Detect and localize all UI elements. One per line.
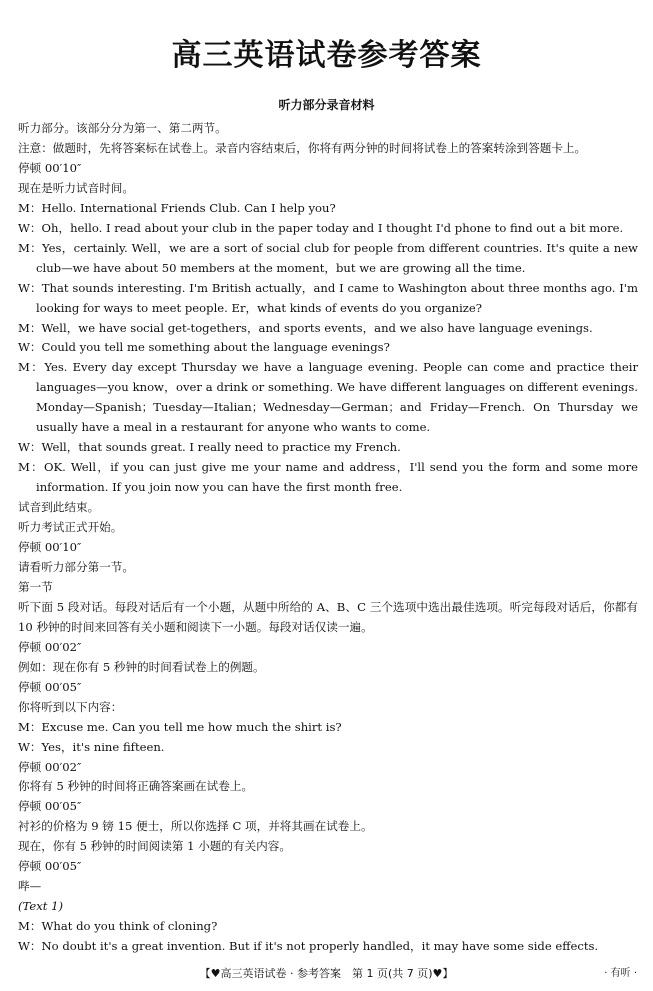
- dialogue-line: W：That sounds interesting. I'm British actually，and I came to Washington about three months ago. I'm looking for ways to meet people. Er，what kinds of events do you organize?: [18, 280, 638, 315]
- dialogue-line: W：Yes，it's nine fifteen.: [18, 739, 165, 754]
- text-line: 听力部分。该部分分为第一、第二两节。: [18, 121, 227, 135]
- transcript-body: [18, 119, 638, 957]
- footer-text: 高三英语试卷 · 参考答案 第 1 页(共 7 页): [220, 967, 433, 980]
- footer-page-info: [0, 964, 653, 984]
- text-line: 请看听力部分第一节。: [18, 559, 134, 574]
- dialogue-line: M：Excuse me. Can you tell me how much the shirt is?: [18, 719, 342, 734]
- text-line: 你将有 5 秒钟的时间将正确答案画在试卷上。: [18, 779, 254, 794]
- dialogue-line: W：Oh，hello. I read about your club in the paper today and I thought I'd phone to find out a bit more.: [18, 220, 624, 235]
- section-subtitle: 听力部分录音材料: [278, 98, 375, 112]
- text-line: 例如：现在你有 5 秒钟的时间看试卷上的例题。: [18, 659, 265, 674]
- pause-line: 停顿 00′10″: [18, 540, 82, 555]
- pause-line: 停顿 00′10″: [18, 160, 82, 175]
- dialogue-line: M：OK. Well，if you can just give me your name and address，I'll send you the form and some more information. If you join now you can have the first month free.: [18, 460, 638, 495]
- text-line: 现在是听力试音时间。: [18, 180, 134, 195]
- footer-mark: · 有听 ·: [604, 968, 637, 979]
- text-line: 听力考试正式开始。: [18, 520, 123, 535]
- page-title: 高三英语试卷参考答案: [171, 38, 482, 73]
- pause-line: 停顿 00′02″: [18, 639, 82, 654]
- dialogue-line: M：What do you think of cloning?: [18, 919, 218, 934]
- dialogue-line: W：Could you tell me something about the language evenings?: [18, 340, 390, 355]
- text-line: 试音到此结束。: [18, 500, 100, 515]
- footer-bracket-right: 】: [442, 967, 454, 980]
- text-label: (Text 1): [18, 899, 63, 914]
- dialogue-line: W：Well，that sounds great. I really need to practice my French.: [18, 440, 401, 455]
- pause-line: 停顿 00′05″: [18, 679, 82, 694]
- dialogue-line: M：Yes，certainly. Well，we are a sort of social club for people from different countries. It's quite a new club—we have about 50 members at the moment，but we are growing all the time.: [18, 240, 638, 275]
- text-line: 现在，你有 5 秒钟的时间阅读第 1 小题的有关内容。: [18, 839, 291, 854]
- heart-icon: ♥: [210, 967, 221, 980]
- text-line: 衬衫的价格为 9 镑 15 便士，所以你选择 C 项，并将其画在试卷上。: [18, 819, 373, 834]
- text-line: 注意：做题时，先将答案标在试卷上。录音内容结束后，你将有两分钟的时间将试卷上的答案转涂到答题卡上。: [18, 140, 587, 155]
- page-footer: [0, 964, 653, 984]
- dialogue-line: M：Hello. International Friends Club. Can I help you?: [18, 200, 336, 215]
- pause-line: 停顿 00′02″: [18, 759, 82, 774]
- heart-icon: ♥: [432, 967, 443, 980]
- instruction-line: 听下面 5 段对话。每段对话后有一个小题，从题中所给的 A、B、C 三个选项中选出最佳选项。听完每段对话后，你都有 10 秒钟的时间来回答有关小题和阅读下一小题。每段对话仅读一遍。: [18, 599, 638, 634]
- footer-bracket-left: 【: [199, 967, 211, 980]
- dialogue-line: M：Well，we have social get-togethers，and sports events，and we also have language evenings.: [18, 320, 593, 335]
- text-line: 你将听到以下内容：: [18, 699, 123, 714]
- dialogue-line: W：No doubt it's a great invention. But if it's not properly handled，it may have some side effects.: [18, 939, 599, 954]
- pause-line: 停顿 00′05″: [18, 859, 82, 874]
- pause-line: 停顿 00′05″: [18, 799, 82, 814]
- section-heading: 第一节: [18, 579, 53, 594]
- dialogue-line: M：Yes. Every day except Thursday we have a language evening. People can come and practice their languages—you know，over a drink or something. We have different languages on different evenings. Monday—Spanish；Tuesday—Italian；Wednesday—German；and Friday—French. On Thursday we usually have a meal in a restaurant for anyone who wants to come.: [18, 360, 638, 435]
- beep-line: 哔—: [18, 879, 42, 894]
